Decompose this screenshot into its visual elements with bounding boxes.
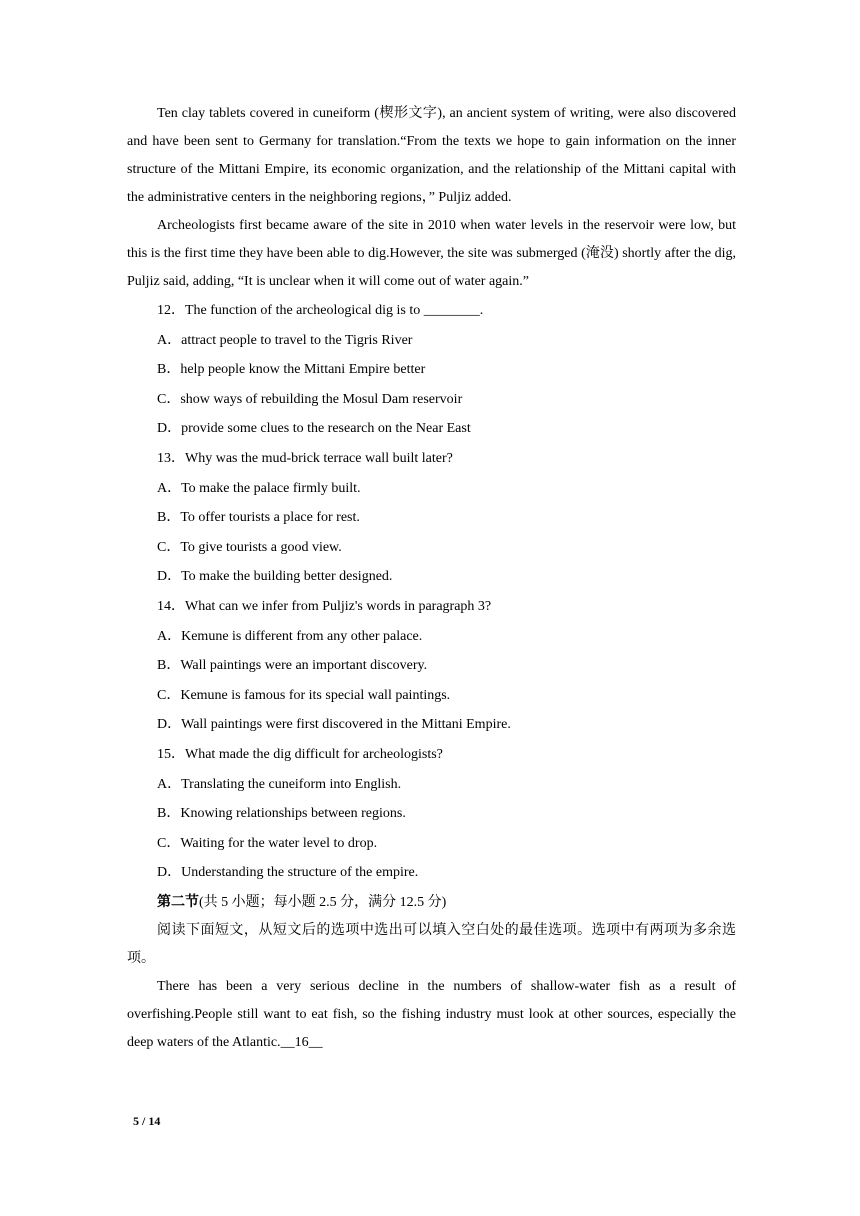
section-2-instruction: 阅读下面短文，从短文后的选项中选出可以填入空白处的最佳选项。选项中有两项为多余选项。 <box>127 922 736 966</box>
option-a: A．To make the palace firmly built. <box>157 480 361 496</box>
question-15 <box>127 740 736 888</box>
option-d: D．provide some clues to the research on the Near East <box>157 421 471 437</box>
passage-paragraph-2: Archeologists first became aware of the site in 2010 when water levels in the reservoir were low, but this is the first time they have been able to dig.However, the site was submerged (淹没) shortly after the dig, Puljiz said, adding, “It is unclear when it will come out of water again.” <box>127 218 736 289</box>
option-a: A．Translating the cuneiform into English. <box>157 776 402 792</box>
option-d: D．Understanding the structure of the empire. <box>157 865 419 881</box>
option-c: C．Waiting for the water level to drop. <box>157 835 378 851</box>
section-2-paragraph-1 <box>127 973 736 1057</box>
question-12 <box>127 296 736 444</box>
option-b: B．Wall paintings were an important discovery. <box>157 658 428 674</box>
section-2-paragraph-text: There has been a very serious decline in the numbers of shallow-water fish as a result of overfishing.People still want to eat fish, so the fishing industry must look at other sources, especially the deep waters of the Atlantic. <box>127 978 736 1050</box>
option-d: D．To make the building better designed. <box>157 569 393 585</box>
blank-16 <box>281 1035 323 1050</box>
section-2-heading <box>127 888 736 917</box>
question-stem: 12．The function of the archeological dig is to ________. <box>157 303 484 318</box>
option-c: C．Kemune is famous for its special wall paintings. <box>157 687 451 703</box>
option-c: C．show ways of rebuilding the Mosul Dam reservoir <box>157 391 463 407</box>
option-a: A．Kemune is different from any other palace. <box>157 628 423 644</box>
question-stem: 13．Why was the mud-brick terrace wall built later? <box>157 450 453 466</box>
option-b: B．Knowing relationships between regions. <box>157 806 406 822</box>
question-14 <box>127 592 736 740</box>
option-b: B．To offer tourists a place for rest. <box>157 510 360 526</box>
blank-16-label: __16__ <box>280 1034 323 1050</box>
section-2-title: 第二节 <box>157 894 199 910</box>
page-number: 5 / 14 <box>133 1114 161 1128</box>
option-c: C．To give tourists a good view. <box>157 539 342 555</box>
option-d: D．Wall paintings were first discovered in the Mittani Empire. <box>157 717 511 733</box>
option-b: B．help people know the Mittani Empire better <box>157 362 426 378</box>
question-stem: 14．What can we infer from Puljiz's words in paragraph 3? <box>157 598 492 614</box>
question-stem: 15．What made the dig difficult for archeologists? <box>157 746 443 762</box>
option-a: A．attract people to travel to the Tigris River <box>157 332 413 348</box>
document-page <box>127 100 736 1057</box>
question-13 <box>127 444 736 592</box>
section-2-scoring: (共 5 小题；每小题 2.5 分，满分 12.5 分) <box>199 894 447 910</box>
passage-paragraph-1: Ten clay tablets covered in cuneiform (楔形文字), an ancient system of writing, were also discovered and have been sent to Germany for translation.“From the texts we hope to gain information on the inner structure of the Mittani Empire, its economic organization, and the relationship of the Mittani capital with the administrative centers in the neighboring regions，” Puljiz added. <box>127 106 736 205</box>
